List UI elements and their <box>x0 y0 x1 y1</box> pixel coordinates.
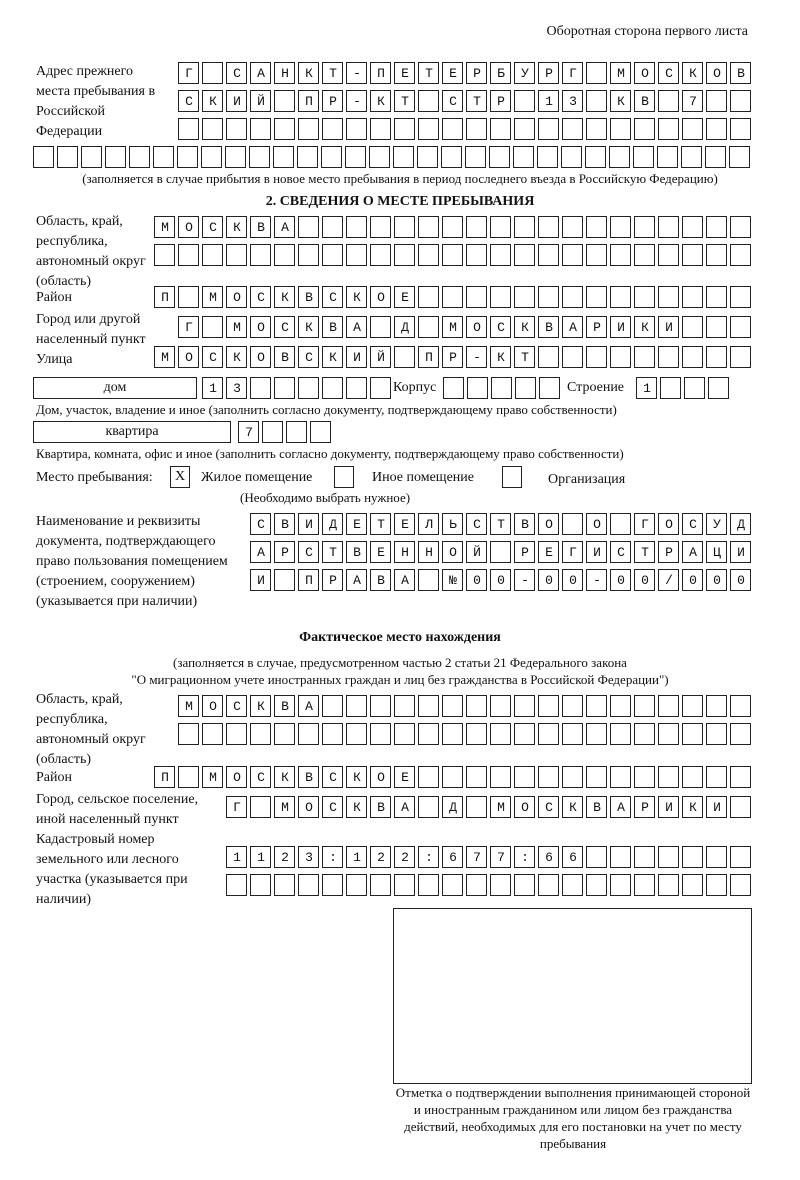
grid-row-text: П МОСКВСКОЕ <box>161 770 762 785</box>
house-type-field[interactable]: дом <box>33 377 197 399</box>
grid-row-text: Г МОСКВА Д МОСКВАРИКИ <box>233 800 762 815</box>
actual-location-title: Фактическое место нахождения <box>299 630 501 645</box>
grid-row-text: Г МОСКВА Д МОСКВАРИКИ <box>185 320 762 335</box>
grid-row-text <box>226 874 761 897</box>
organization-checkbox[interactable] <box>502 466 522 488</box>
region-label: Область, край, республика, автономный округ (область) <box>36 214 146 289</box>
actual-region-label: Область, край, республика, автономный округ (область) <box>36 692 146 767</box>
building-label: Корпус <box>393 380 437 395</box>
document-label: Наименование и реквизиты документа, подтверждающего право пользования помещением (строением, сооружением) (указывается при наличии) <box>36 514 228 609</box>
grid-row-text: СВИДЕТЕЛЬСТВО О ГОСУД <box>257 517 762 532</box>
sheet-side-label: Оборотная сторона первого листа <box>546 24 748 39</box>
structure-label: Строение <box>567 380 625 395</box>
grid-row-text: МОСКВА <box>161 220 762 235</box>
grid-row-text <box>154 244 761 267</box>
grid-row-text: 7 <box>245 425 342 440</box>
grid-row-text: АРСТВЕННОЙ РЕГИСТРАЦИ <box>257 545 762 560</box>
previous-address-label: Адрес прежнего места пребывания в Российской Федерации <box>36 64 156 139</box>
district-label: Район <box>36 290 72 305</box>
grid-row-text: 1123:122:677:66 <box>233 850 762 865</box>
city-label: Город или другой населенный пункт <box>36 312 146 347</box>
other-premises-label: Иное помещение <box>372 470 474 485</box>
organization-label: Организация <box>548 472 626 487</box>
grid-row-text: 13 <box>209 381 402 396</box>
apartment-type-field[interactable]: квартира <box>33 421 231 443</box>
grid-row-text <box>178 723 761 746</box>
actual-note-line-1: (заполняется в случае, предусмотренном частью 2 статьи 21 Федерального закона <box>173 655 627 670</box>
actual-city-label: Город, сельское поселение, иной населенный пункт <box>36 792 199 827</box>
residential-label: Жилое помещение <box>201 470 313 485</box>
grid-row-text: Г САНКТ-ПЕТЕРБУРГ МОСКОВ <box>185 66 762 81</box>
grid-row-text <box>33 146 760 169</box>
confirmation-caption: Отметка о подтверждении выполнения принимающей стороной и иностранным гражданином или лицом без гражданства действий, необходимых для его постановки на учет по месту пребывания <box>395 1085 751 1151</box>
house-note: Дом, участок, владение и иное (заполнить согласно документу, подтверждающему право собственности) <box>36 402 617 417</box>
stay-note: (Необходимо выбрать нужное) <box>240 490 411 505</box>
grid-row-text: И ПРАВА №00-00-00/000 <box>257 573 762 588</box>
actual-note-line-2: "О миграционном учете иностранных граждан и лиц без гражданства в Российской Федерации") <box>131 672 669 687</box>
grid-row-text: П МОСКВСКОЕ <box>161 290 762 305</box>
street-label: Улица <box>36 352 73 367</box>
grid-row-text <box>443 377 570 400</box>
grid-row-text: СКИЙ ПР-КТ СТР 13 КВ 7 <box>185 94 762 109</box>
residential-checkbox[interactable]: X <box>170 466 190 488</box>
grid-row-text: 1 <box>643 381 740 396</box>
cadastral-label: Кадастровый номер земельного или лесного участка (указывается при наличии) <box>36 832 188 907</box>
actual-district-label: Район <box>36 770 72 785</box>
other-premises-checkbox[interactable] <box>334 466 354 488</box>
grid-row-text: МОСКВА <box>185 699 762 714</box>
section-2-title: 2. СВЕДЕНИЯ О МЕСТЕ ПРЕБЫВАНИЯ <box>265 194 535 209</box>
apartment-note: Квартира, комната, офис и иное (заполнить согласно документу, подтверждающему право собственности) <box>36 446 624 461</box>
grid-row-text: МОСКОВСКИЙ ПР-КТ <box>161 350 762 365</box>
stay-place-label: Место пребывания: <box>36 470 153 485</box>
grid-row-text <box>178 118 761 141</box>
confirmation-stamp-box <box>393 908 752 1084</box>
previous-address-note: (заполняется в случае прибытия в новое место пребывания в период последнего въезда в Российскую Федерацию) <box>82 171 718 186</box>
